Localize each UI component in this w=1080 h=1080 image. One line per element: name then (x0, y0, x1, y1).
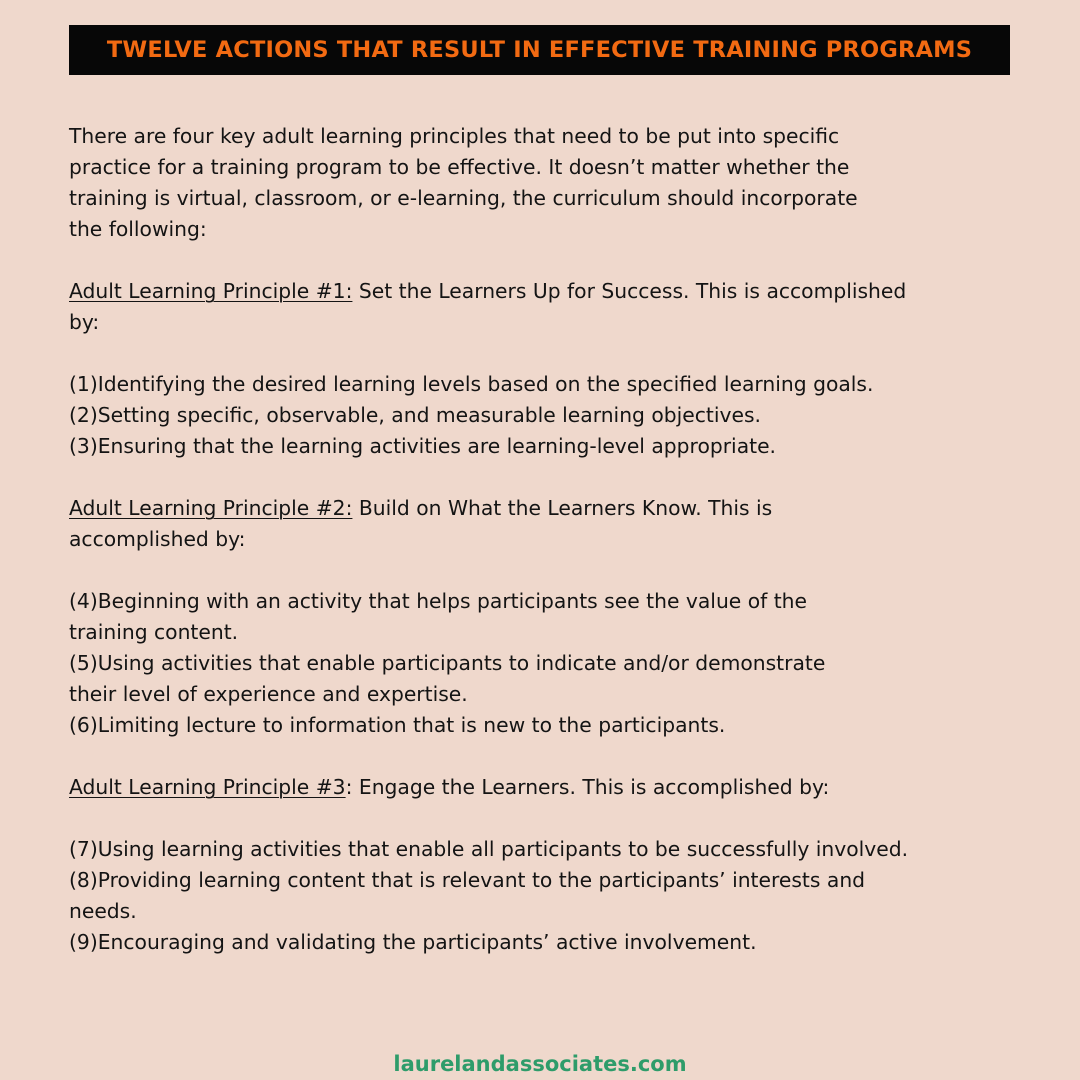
principle-1-heading (69, 276, 1019, 307)
principle-3-section (69, 772, 1019, 958)
intro-line: practice for a training program to be effective. It doesn’t matter whether the (69, 155, 850, 179)
principle-2-label: Adult Learning Principle #2: (69, 496, 353, 520)
action-item-8-continued: needs. (69, 899, 137, 923)
principle-1-text: Set the Learners Up for Success. This is accomplished (352, 279, 907, 303)
principle-3-label: Adult Learning Principle #3 (69, 775, 346, 799)
action-item-8: (8)Providing learning content that is relevant to the participants’ interests and (69, 868, 866, 892)
principle-2-section (69, 493, 1019, 741)
intro-line: the following: (69, 217, 207, 241)
article-body (69, 121, 1019, 958)
principle-1-label: Adult Learning Principle #1: (69, 279, 353, 303)
action-item-6: (6)Limiting lecture to information that is new to the participants. (69, 713, 726, 737)
action-item-4-continued: training content. (69, 620, 239, 644)
principle-3-text: : Engage the Learners. This is accomplished by: (345, 775, 830, 799)
action-item-5: (5)Using activities that enable participants to indicate and/or demonstrate (69, 651, 826, 675)
action-item-7: (7)Using learning activities that enable all participants to be successfully involved. (69, 837, 909, 861)
action-item-2: (2)Setting specific, observable, and measurable learning objectives. (69, 403, 761, 427)
principle-2-text-continued: accomplished by: (69, 527, 246, 551)
action-item-3: (3)Ensuring that the learning activities are learning-level appropriate. (69, 434, 777, 458)
principle-2-actions (69, 586, 1019, 741)
action-item-9: (9)Encouraging and validating the participants’ active involvement. (69, 930, 757, 954)
principle-1-text-continued: by: (69, 310, 100, 334)
intro-line: There are four key adult learning principles that need to be put into specific (69, 124, 840, 148)
action-item-5-continued: their level of experience and expertise. (69, 682, 468, 706)
principle-3-heading (69, 772, 1019, 803)
intro-paragraph (69, 121, 1019, 245)
page-title: TWELVE ACTIONS THAT RESULT IN EFFECTIVE TRAINING PROGRAMS (106, 37, 973, 63)
action-item-1: (1)Identifying the desired learning levels based on the specified learning goals. (69, 372, 874, 396)
principle-2-text: Build on What the Learners Know. This is (352, 496, 773, 520)
website-link[interactable]: laurelandassociates.com (393, 1052, 687, 1076)
principle-3-actions (69, 834, 1019, 958)
intro-line: training is virtual, classroom, or e-learning, the curriculum should incorporate (69, 186, 858, 210)
principle-2-heading (69, 493, 1019, 524)
principle-1-actions (69, 369, 1019, 462)
title-banner (69, 25, 1010, 75)
action-item-4: (4)Beginning with an activity that helps participants see the value of the (69, 589, 807, 613)
principle-1-section (69, 276, 1019, 462)
